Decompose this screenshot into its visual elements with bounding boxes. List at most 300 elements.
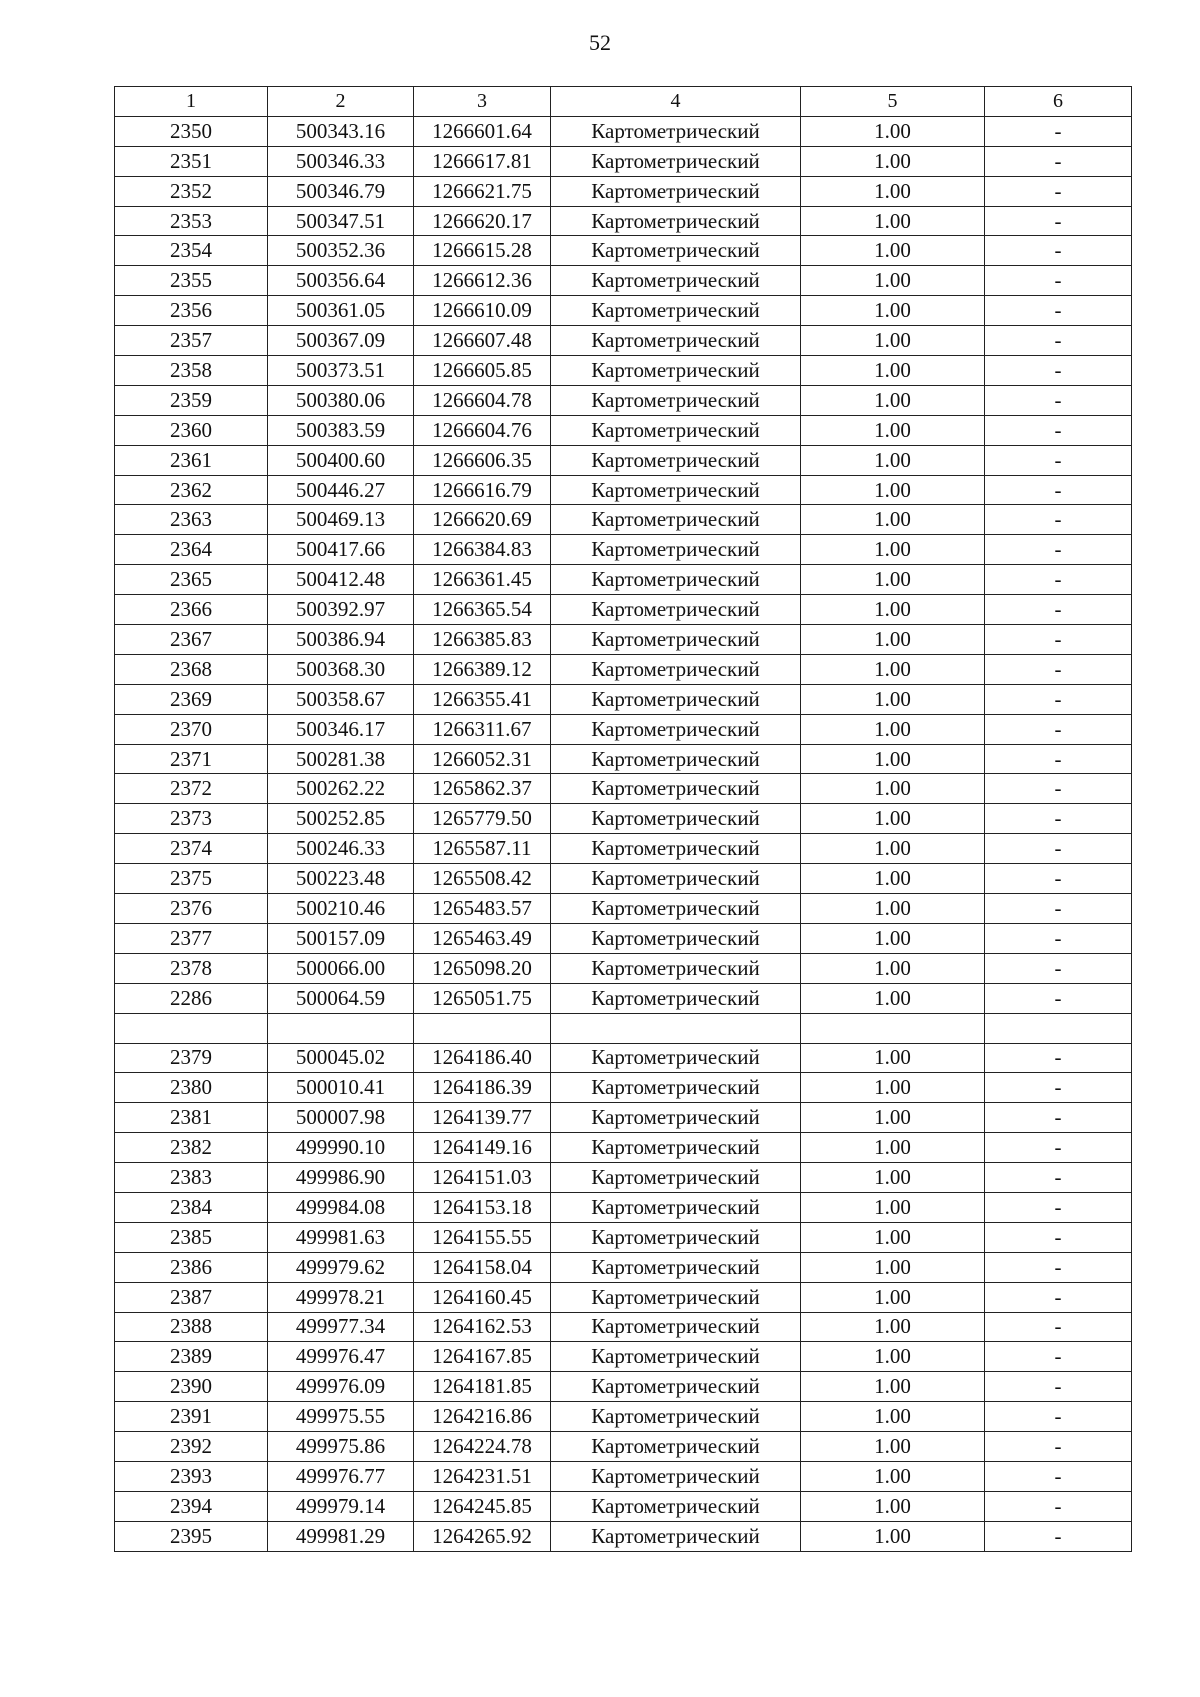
- method-cell: Картометрический: [551, 176, 801, 206]
- x-coordinate-cell: 500066.00: [268, 953, 414, 983]
- table-row: [115, 176, 1132, 206]
- accuracy-cell: 1.00: [801, 1402, 985, 1432]
- method-cell: Картометрический: [551, 445, 801, 475]
- note-cell: -: [985, 1432, 1132, 1462]
- table-row: [115, 1073, 1132, 1103]
- point-number-cell: 2369: [115, 684, 268, 714]
- accuracy-cell: 1.00: [801, 625, 985, 655]
- x-coordinate-cell: 500356.64: [268, 266, 414, 296]
- method-cell: Картометрический: [551, 983, 801, 1013]
- method-cell: Картометрический: [551, 415, 801, 445]
- table-row: [115, 296, 1132, 326]
- point-number-cell: 2286: [115, 983, 268, 1013]
- method-cell: Картометрический: [551, 1312, 801, 1342]
- point-number-cell: 2390: [115, 1372, 268, 1402]
- note-cell: -: [985, 356, 1132, 386]
- accuracy-cell: 1.00: [801, 923, 985, 953]
- note-cell: -: [985, 266, 1132, 296]
- note-cell: -: [985, 445, 1132, 475]
- method-cell: Картометрический: [551, 1521, 801, 1551]
- method-cell: Картометрический: [551, 744, 801, 774]
- y-coordinate-cell: 1266616.79: [414, 475, 551, 505]
- table-row: [115, 595, 1132, 625]
- method-cell: Картометрический: [551, 1163, 801, 1193]
- note-cell: -: [985, 1521, 1132, 1551]
- point-number-cell: 2389: [115, 1342, 268, 1372]
- point-number-cell: 2381: [115, 1103, 268, 1133]
- accuracy-cell: 1.00: [801, 116, 985, 146]
- x-coordinate-cell: 499981.29: [268, 1521, 414, 1551]
- y-coordinate-cell: 1264265.92: [414, 1521, 551, 1551]
- y-coordinate-cell: [414, 1013, 551, 1043]
- note-cell: [985, 1013, 1132, 1043]
- x-coordinate-cell: 500010.41: [268, 1073, 414, 1103]
- method-cell: Картометрический: [551, 1491, 801, 1521]
- accuracy-cell: 1.00: [801, 176, 985, 206]
- point-number-cell: 2387: [115, 1282, 268, 1312]
- y-coordinate-cell: 1264151.03: [414, 1163, 551, 1193]
- accuracy-cell: 1.00: [801, 774, 985, 804]
- x-coordinate-cell: 500157.09: [268, 923, 414, 953]
- note-cell: -: [985, 296, 1132, 326]
- method-cell: Картометрический: [551, 1222, 801, 1252]
- accuracy-cell: 1.00: [801, 1461, 985, 1491]
- accuracy-cell: 1.00: [801, 385, 985, 415]
- table-row: [115, 684, 1132, 714]
- table-row: [115, 1521, 1132, 1551]
- table-body: [115, 116, 1132, 1551]
- point-number-cell: 2373: [115, 804, 268, 834]
- note-cell: -: [985, 1103, 1132, 1133]
- accuracy-cell: 1.00: [801, 296, 985, 326]
- accuracy-cell: 1.00: [801, 505, 985, 535]
- point-number-cell: 2363: [115, 505, 268, 535]
- y-coordinate-cell: 1264224.78: [414, 1432, 551, 1462]
- method-cell: Картометрический: [551, 475, 801, 505]
- y-coordinate-cell: 1266606.35: [414, 445, 551, 475]
- point-number-cell: 2380: [115, 1073, 268, 1103]
- table-row: [115, 1163, 1132, 1193]
- y-coordinate-cell: 1266365.54: [414, 595, 551, 625]
- method-cell: Картометрический: [551, 595, 801, 625]
- x-coordinate-cell: 499976.09: [268, 1372, 414, 1402]
- note-cell: -: [985, 176, 1132, 206]
- note-cell: -: [985, 1192, 1132, 1222]
- page-number: 52: [589, 30, 611, 55]
- x-coordinate-cell: 500262.22: [268, 774, 414, 804]
- table-row: [115, 1461, 1132, 1491]
- note-cell: -: [985, 1282, 1132, 1312]
- point-number-cell: 2353: [115, 206, 268, 236]
- table-row: [115, 1312, 1132, 1342]
- y-coordinate-cell: 1266605.85: [414, 356, 551, 386]
- x-coordinate-cell: 500373.51: [268, 356, 414, 386]
- method-cell: Картометрический: [551, 1342, 801, 1372]
- accuracy-cell: 1.00: [801, 1282, 985, 1312]
- table-row: [115, 983, 1132, 1013]
- method-cell: Картометрический: [551, 1043, 801, 1073]
- point-number-cell: 2376: [115, 894, 268, 924]
- accuracy-cell: 1.00: [801, 804, 985, 834]
- note-cell: -: [985, 1402, 1132, 1432]
- x-coordinate-cell: 500412.48: [268, 565, 414, 595]
- accuracy-cell: 1.00: [801, 266, 985, 296]
- method-cell: Картометрический: [551, 116, 801, 146]
- method-cell: Картометрический: [551, 296, 801, 326]
- y-coordinate-cell: 1265587.11: [414, 834, 551, 864]
- accuracy-cell: 1.00: [801, 206, 985, 236]
- x-coordinate-cell: 499984.08: [268, 1192, 414, 1222]
- x-coordinate-cell: 500007.98: [268, 1103, 414, 1133]
- x-coordinate-cell: 499977.34: [268, 1312, 414, 1342]
- accuracy-cell: 1.00: [801, 1043, 985, 1073]
- y-coordinate-cell: 1264153.18: [414, 1192, 551, 1222]
- y-coordinate-cell: 1265779.50: [414, 804, 551, 834]
- note-cell: -: [985, 206, 1132, 236]
- coordinates-table: [114, 86, 1132, 1552]
- note-cell: -: [985, 595, 1132, 625]
- method-cell: Картометрический: [551, 804, 801, 834]
- x-coordinate-cell: 499978.21: [268, 1282, 414, 1312]
- table-row: [115, 326, 1132, 356]
- method-cell: Картометрический: [551, 1252, 801, 1282]
- y-coordinate-cell: 1266355.41: [414, 684, 551, 714]
- note-cell: -: [985, 744, 1132, 774]
- note-cell: -: [985, 774, 1132, 804]
- y-coordinate-cell: 1264181.85: [414, 1372, 551, 1402]
- table-row: [115, 1491, 1132, 1521]
- note-cell: -: [985, 654, 1132, 684]
- y-coordinate-cell: 1266607.48: [414, 326, 551, 356]
- accuracy-cell: 1.00: [801, 356, 985, 386]
- point-number-cell: 2368: [115, 654, 268, 684]
- accuracy-cell: 1.00: [801, 475, 985, 505]
- note-cell: -: [985, 1222, 1132, 1252]
- method-cell: Картометрический: [551, 505, 801, 535]
- point-number-cell: 2361: [115, 445, 268, 475]
- method-cell: Картометрический: [551, 953, 801, 983]
- point-number-cell: 2350: [115, 116, 268, 146]
- method-cell: Картометрический: [551, 654, 801, 684]
- note-cell: -: [985, 1372, 1132, 1402]
- point-number-cell: 2356: [115, 296, 268, 326]
- x-coordinate-cell: 499976.77: [268, 1461, 414, 1491]
- y-coordinate-cell: 1266361.45: [414, 565, 551, 595]
- point-number-cell: 2352: [115, 176, 268, 206]
- table-row: [115, 535, 1132, 565]
- y-coordinate-cell: 1264186.39: [414, 1073, 551, 1103]
- y-coordinate-cell: 1266612.36: [414, 266, 551, 296]
- table-row: [115, 1133, 1132, 1163]
- point-number-cell: 2374: [115, 834, 268, 864]
- method-cell: Картометрический: [551, 774, 801, 804]
- table-row: [115, 923, 1132, 953]
- x-coordinate-cell: 499981.63: [268, 1222, 414, 1252]
- x-coordinate-cell: 499979.62: [268, 1252, 414, 1282]
- y-coordinate-cell: 1266311.67: [414, 714, 551, 744]
- accuracy-cell: 1.00: [801, 1252, 985, 1282]
- point-number-cell: 2377: [115, 923, 268, 953]
- x-coordinate-cell: 500252.85: [268, 804, 414, 834]
- note-cell: -: [985, 864, 1132, 894]
- note-cell: -: [985, 236, 1132, 266]
- table-row: [115, 1372, 1132, 1402]
- table-row: [115, 1252, 1132, 1282]
- point-number-cell: 2392: [115, 1432, 268, 1462]
- note-cell: -: [985, 894, 1132, 924]
- accuracy-cell: 1.00: [801, 684, 985, 714]
- table-row: [115, 415, 1132, 445]
- y-coordinate-cell: 1266620.17: [414, 206, 551, 236]
- table-row: [115, 236, 1132, 266]
- accuracy-cell: 1.00: [801, 1103, 985, 1133]
- table-row: [115, 654, 1132, 684]
- note-cell: -: [985, 535, 1132, 565]
- y-coordinate-cell: 1266617.81: [414, 146, 551, 176]
- method-cell: Картометрический: [551, 864, 801, 894]
- accuracy-cell: 1.00: [801, 1372, 985, 1402]
- table-row: [115, 1432, 1132, 1462]
- accuracy-cell: 1.00: [801, 1342, 985, 1372]
- y-coordinate-cell: 1265051.75: [414, 983, 551, 1013]
- point-number-cell: 2371: [115, 744, 268, 774]
- accuracy-cell: 1.00: [801, 1222, 985, 1252]
- note-cell: -: [985, 1252, 1132, 1282]
- x-coordinate-cell: 499990.10: [268, 1133, 414, 1163]
- x-coordinate-cell: 500223.48: [268, 864, 414, 894]
- method-cell: Картометрический: [551, 714, 801, 744]
- accuracy-cell: 1.00: [801, 1192, 985, 1222]
- y-coordinate-cell: 1264231.51: [414, 1461, 551, 1491]
- x-coordinate-cell: 500246.33: [268, 834, 414, 864]
- accuracy-cell: 1.00: [801, 236, 985, 266]
- x-coordinate-cell: 500417.66: [268, 535, 414, 565]
- accuracy-cell: 1.00: [801, 983, 985, 1013]
- table-row: [115, 1402, 1132, 1432]
- method-cell: Картометрический: [551, 146, 801, 176]
- y-coordinate-cell: 1264167.85: [414, 1342, 551, 1372]
- point-number-cell: 2383: [115, 1163, 268, 1193]
- y-coordinate-cell: 1264158.04: [414, 1252, 551, 1282]
- column-header: 1: [115, 87, 268, 117]
- x-coordinate-cell: 500281.38: [268, 744, 414, 774]
- table-row: [115, 625, 1132, 655]
- note-cell: -: [985, 684, 1132, 714]
- point-number-cell: 2388: [115, 1312, 268, 1342]
- header-row: [115, 87, 1132, 117]
- table-header: [115, 87, 1132, 117]
- x-coordinate-cell: 500380.06: [268, 385, 414, 415]
- y-coordinate-cell: 1266385.83: [414, 625, 551, 655]
- y-coordinate-cell: 1264216.86: [414, 1402, 551, 1432]
- point-number-cell: 2351: [115, 146, 268, 176]
- accuracy-cell: 1.00: [801, 1432, 985, 1462]
- method-cell: Картометрический: [551, 834, 801, 864]
- accuracy-cell: 1.00: [801, 953, 985, 983]
- x-coordinate-cell: 500383.59: [268, 415, 414, 445]
- column-header: 5: [801, 87, 985, 117]
- method-cell: Картометрический: [551, 1461, 801, 1491]
- method-cell: Картометрический: [551, 236, 801, 266]
- note-cell: -: [985, 834, 1132, 864]
- column-header: 2: [268, 87, 414, 117]
- note-cell: -: [985, 983, 1132, 1013]
- method-cell: Картометрический: [551, 565, 801, 595]
- method-cell: Картометрический: [551, 1103, 801, 1133]
- x-coordinate-cell: 500386.94: [268, 625, 414, 655]
- y-coordinate-cell: 1266621.75: [414, 176, 551, 206]
- table-row: [115, 565, 1132, 595]
- table-row: [115, 714, 1132, 744]
- accuracy-cell: 1.00: [801, 535, 985, 565]
- note-cell: -: [985, 1312, 1132, 1342]
- point-number-cell: 2370: [115, 714, 268, 744]
- accuracy-cell: 1.00: [801, 595, 985, 625]
- note-cell: -: [985, 385, 1132, 415]
- y-coordinate-cell: 1264186.40: [414, 1043, 551, 1073]
- y-coordinate-cell: 1266604.76: [414, 415, 551, 445]
- method-cell: Картометрический: [551, 625, 801, 655]
- table-row: [115, 1342, 1132, 1372]
- point-number-cell: 2364: [115, 535, 268, 565]
- table-row: [115, 356, 1132, 386]
- y-coordinate-cell: 1266052.31: [414, 744, 551, 774]
- table-row: [115, 1043, 1132, 1073]
- table-row: [115, 774, 1132, 804]
- method-cell: Картометрический: [551, 206, 801, 236]
- table-row: [115, 1222, 1132, 1252]
- table-row: [115, 953, 1132, 983]
- note-cell: -: [985, 475, 1132, 505]
- point-number-cell: 2386: [115, 1252, 268, 1282]
- x-coordinate-cell: 500346.33: [268, 146, 414, 176]
- method-cell: Картометрический: [551, 1073, 801, 1103]
- y-coordinate-cell: 1265483.57: [414, 894, 551, 924]
- note-cell: -: [985, 1133, 1132, 1163]
- method-cell: Картометрический: [551, 923, 801, 953]
- point-number-cell: 2384: [115, 1192, 268, 1222]
- y-coordinate-cell: 1265862.37: [414, 774, 551, 804]
- accuracy-cell: 1.00: [801, 864, 985, 894]
- table-row: [115, 834, 1132, 864]
- accuracy-cell: 1.00: [801, 1491, 985, 1521]
- y-coordinate-cell: 1266601.64: [414, 116, 551, 146]
- note-cell: -: [985, 1043, 1132, 1073]
- point-number-cell: 2358: [115, 356, 268, 386]
- table-row: [115, 116, 1132, 146]
- table-row: [115, 804, 1132, 834]
- x-coordinate-cell: 500368.30: [268, 654, 414, 684]
- table-row: [115, 864, 1132, 894]
- y-coordinate-cell: 1264139.77: [414, 1103, 551, 1133]
- point-number-cell: 2379: [115, 1043, 268, 1073]
- method-cell: Картометрический: [551, 894, 801, 924]
- x-coordinate-cell: 500343.16: [268, 116, 414, 146]
- method-cell: Картометрический: [551, 326, 801, 356]
- note-cell: -: [985, 1073, 1132, 1103]
- accuracy-cell: 1.00: [801, 834, 985, 864]
- table-row: [115, 1282, 1132, 1312]
- x-coordinate-cell: 499986.90: [268, 1163, 414, 1193]
- y-coordinate-cell: 1265463.49: [414, 923, 551, 953]
- point-number-cell: 2393: [115, 1461, 268, 1491]
- x-coordinate-cell: 499975.86: [268, 1432, 414, 1462]
- accuracy-cell: [801, 1013, 985, 1043]
- x-coordinate-cell: 500469.13: [268, 505, 414, 535]
- y-coordinate-cell: 1266604.78: [414, 385, 551, 415]
- point-number-cell: 2385: [115, 1222, 268, 1252]
- note-cell: -: [985, 953, 1132, 983]
- point-number-cell: 2360: [115, 415, 268, 445]
- method-cell: Картометрический: [551, 1282, 801, 1312]
- table-row: [115, 266, 1132, 296]
- note-cell: -: [985, 415, 1132, 445]
- note-cell: -: [985, 565, 1132, 595]
- note-cell: -: [985, 1163, 1132, 1193]
- table-row: [115, 206, 1132, 236]
- point-number-cell: 2359: [115, 385, 268, 415]
- table-row: [115, 1103, 1132, 1133]
- accuracy-cell: 1.00: [801, 326, 985, 356]
- note-cell: -: [985, 326, 1132, 356]
- table-row: [115, 146, 1132, 176]
- table-row: [115, 1013, 1132, 1043]
- x-coordinate-cell: 499976.47: [268, 1342, 414, 1372]
- table-row: [115, 505, 1132, 535]
- x-coordinate-cell: 500358.67: [268, 684, 414, 714]
- point-number-cell: 2362: [115, 475, 268, 505]
- y-coordinate-cell: 1266610.09: [414, 296, 551, 326]
- method-cell: [551, 1013, 801, 1043]
- method-cell: Картометрический: [551, 266, 801, 296]
- column-header: 4: [551, 87, 801, 117]
- note-cell: -: [985, 1342, 1132, 1372]
- table-row: [115, 445, 1132, 475]
- note-cell: -: [985, 505, 1132, 535]
- y-coordinate-cell: 1264245.85: [414, 1491, 551, 1521]
- table-row: [115, 475, 1132, 505]
- note-cell: -: [985, 804, 1132, 834]
- accuracy-cell: 1.00: [801, 714, 985, 744]
- method-cell: Картометрический: [551, 1133, 801, 1163]
- y-coordinate-cell: 1266615.28: [414, 236, 551, 266]
- method-cell: Картометрический: [551, 1192, 801, 1222]
- x-coordinate-cell: 500346.17: [268, 714, 414, 744]
- method-cell: Картометрический: [551, 684, 801, 714]
- y-coordinate-cell: 1266384.83: [414, 535, 551, 565]
- method-cell: Картометрический: [551, 356, 801, 386]
- note-cell: -: [985, 1461, 1132, 1491]
- accuracy-cell: 1.00: [801, 565, 985, 595]
- table-row: [115, 1192, 1132, 1222]
- x-coordinate-cell: 500367.09: [268, 326, 414, 356]
- accuracy-cell: 1.00: [801, 654, 985, 684]
- point-number-cell: 2354: [115, 236, 268, 266]
- x-coordinate-cell: 500392.97: [268, 595, 414, 625]
- point-number-cell: [115, 1013, 268, 1043]
- accuracy-cell: 1.00: [801, 146, 985, 176]
- table-row: [115, 894, 1132, 924]
- method-cell: Картометрический: [551, 385, 801, 415]
- method-cell: Картометрический: [551, 1372, 801, 1402]
- column-header: 3: [414, 87, 551, 117]
- x-coordinate-cell: 500346.79: [268, 176, 414, 206]
- point-number-cell: 2365: [115, 565, 268, 595]
- y-coordinate-cell: 1265098.20: [414, 953, 551, 983]
- x-coordinate-cell: 499979.14: [268, 1491, 414, 1521]
- x-coordinate-cell: 500446.27: [268, 475, 414, 505]
- y-coordinate-cell: 1265508.42: [414, 864, 551, 894]
